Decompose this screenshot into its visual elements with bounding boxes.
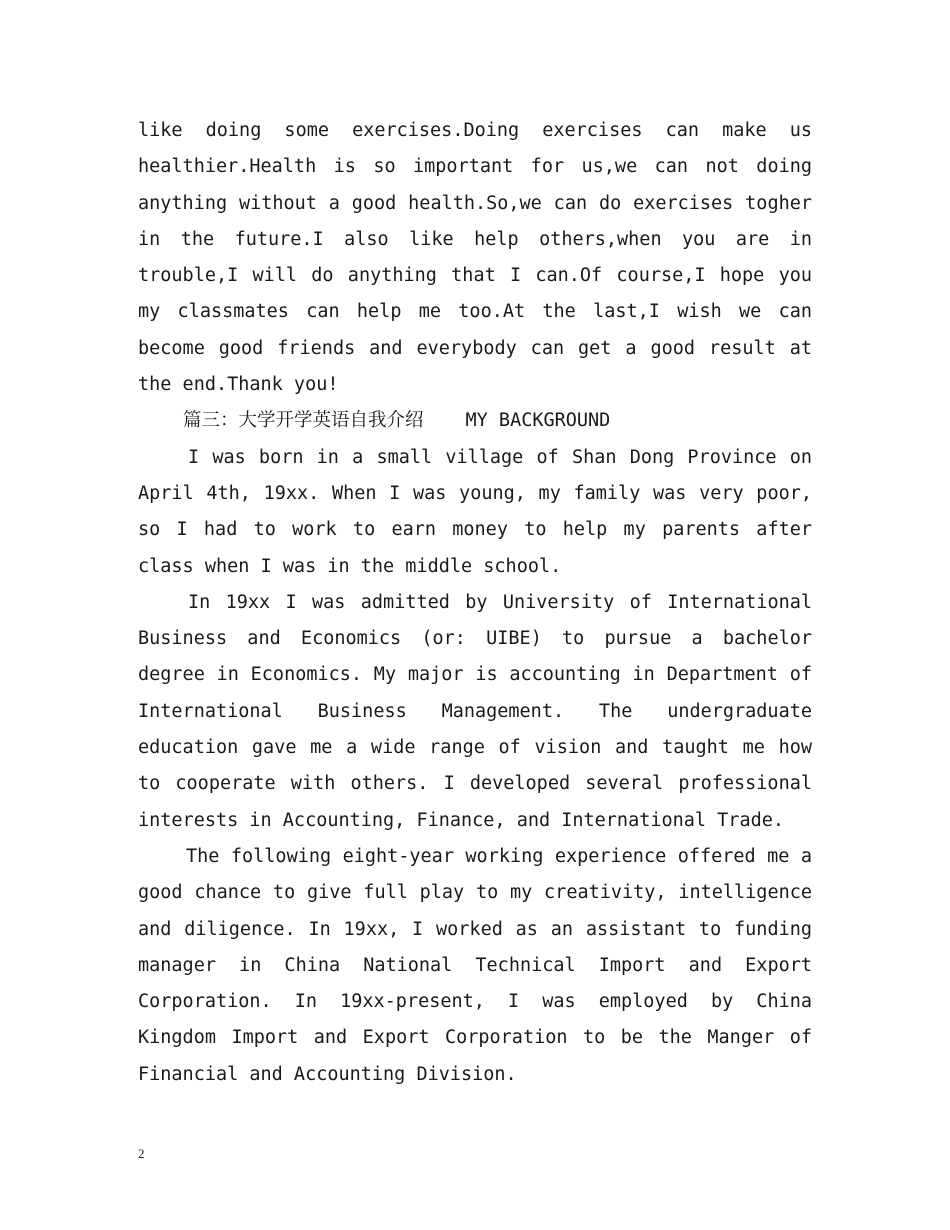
background-paragraph-3: The following eight-year working experience offered me a good chance to give full play to my creativity, intelligence and diligence. In 19xx, I worked as an assistant to funding manager in China National Technical Import and Export Corporation. In 19xx-present, I was employed by China Kingdom Import and Export Corporation to be the Manger of Financial and Accounting Division. xyxy=(138,845,812,1085)
page-number: 2 xyxy=(138,1146,145,1161)
section-heading xyxy=(138,403,812,439)
section-heading-english: MY BACKGROUND xyxy=(465,410,611,432)
document-body xyxy=(138,113,812,1093)
background-paragraph-1: I was born in a small village of Shan Dong Province on April 4th, 19xx. When I was young, my family was very poor, so I had to work to earn money to help my parents after class when I was in the middle school. xyxy=(138,446,812,577)
background-paragraph-2: In 19xx I was admitted by University of International Business and Economics (or: UIBE) to pursue a bachelor degree in Economics. My major is accounting in Department of International Business Management. The undergraduate education gave me a wide range of vision and taught me how to cooperate with others. I developed several professional interests in Accounting, Finance, and International Trade. xyxy=(138,591,812,831)
section-heading-chinese: 篇三：大学开学英语自我介绍 xyxy=(183,410,424,432)
continuation-paragraph: like doing some exercises.Doing exercises can make us healthier.Health is so important for us,we can not doing anything without a good health.So,we can do exercises togher in the future.I also like help others,when you are in trouble,I will do anything that I can.Of course,I hope you my classmates can help me too.At the last,I wish we can become good friends and everybody can get a good result at the end.Thank you! xyxy=(138,120,812,396)
